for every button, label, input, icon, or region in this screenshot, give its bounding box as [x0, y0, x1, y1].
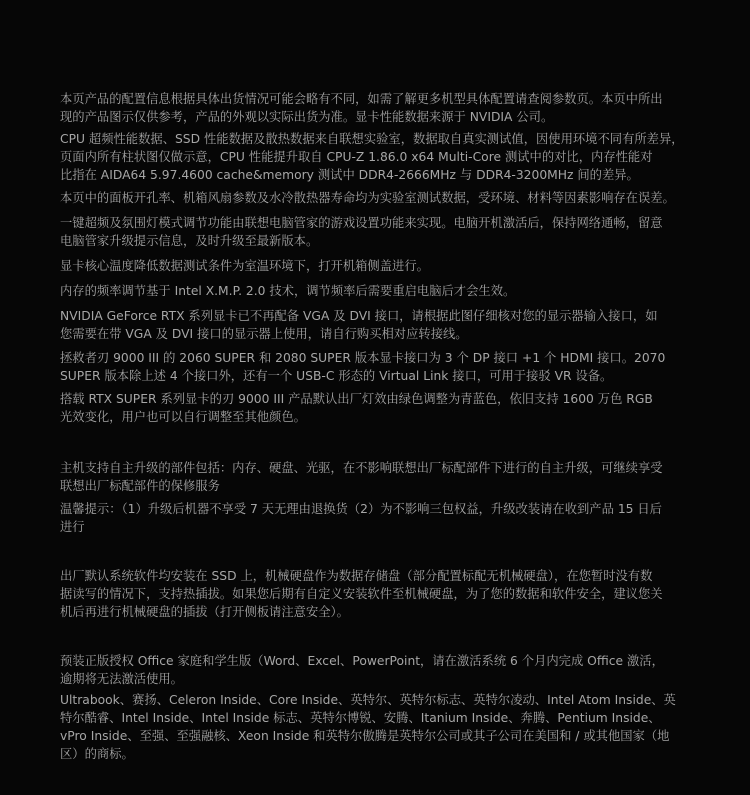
note-gpu-interfaces: 拯救者刃 9000 III 的 2060 SUPER 和 2080 SUPER 版本显卡接口为 3 个 DP 接口 +1 个 HDMI 接口。2070 SUPER 版本除上述 4 个接口外，还有一个 USB-C 形态的 Virtual Link 接口，可用于接驳 VR 设备。	[60, 351, 666, 383]
note-self-upgrade: 主机支持自主升级的部件包括：内存、硬盘、光驱，在不影响联想出厂标配部件下进行的自主升级，可继续享受 联想出厂标配部件的保修服务	[60, 461, 663, 493]
note-office: 预装正版授权 Office 家庭和学生版（Word、Excel、PowerPoint，请在激活系统 6 个月内完成 Office 激活， 逾期将无法激活使用。	[60, 654, 664, 686]
note-lab-test-data: 本页中的面板开孔率、机箱风扇参数及水冷散热器寿命均为实验室测试数据，受环境、材料等因素影响存在误差。	[60, 191, 675, 205]
note-gpu-ports: NVIDIA GeForce RTX 系列显卡已不再配备 VGA 及 DVI 接口，请根据此图仔细核对您的显示器输入接口，如 您需要在带 VGA 及 DVI 接口的显示器上使用，请自行购买相对应转接线。	[60, 309, 658, 341]
note-upgrade-warning: 温馨提示：（1）升级后机器不享受 7 天无理由退换货（2）为不影响三包权益，升级改装请在收到产品 15 日后 进行	[60, 502, 662, 534]
note-rgb-lighting: 搭载 RTX SUPER 系列显卡的刃 9000 III 产品默认出厂灯效由绿色调整为青蓝色，依旧支持 1600 万色 RGB 光效变化，用户也可以自行调整至其他颜色。	[60, 392, 653, 424]
note-overclock-lighting: 一键超频及氛围灯模式调节功能由联想电脑管家的游戏设置功能来实现。电脑开机激活后，保持网络通畅，留意 电脑管家升级提示信息，及时升级至最新版本。	[60, 216, 663, 248]
note-trademarks: Ultrabook、赛扬、Celeron Inside、Core Inside、英特尔、英特尔标志、英特尔凌动、Intel Atom Inside、英 特尔酷睿、Intel Inside、Intel Inside 标志、英特尔博锐、安腾、Itanium Inside、奔腾、Pentium Inside、 vPro Inside、至强、至强融核、Xeon Inside 和英特尔傲腾是英特尔公司或其子公司在美国和 / 或其他国家（地 区）的商标。	[60, 693, 676, 761]
note-memory-xmp: 内存的频率调节基于 Intel X.M.P. 2.0 技术，调节频率后需要重启电脑后才会生效。	[60, 284, 516, 298]
note-gpu-temp: 显卡核心温度降低数据测试条件为室温环境下，打开机箱侧盖进行。	[60, 259, 429, 273]
note-config-disclaimer: 本页产品的配置信息根据具体出货情况可能会略有不同，如需了解更多机型具体配置请查阅参数页。本页中所出 现的产品图示仅供参考，产品的外观以实际出货为准。显卡性能数据来源于 NVIDIA 公司。	[60, 92, 663, 124]
note-ssd-hdd: 出厂默认系统软件均安装在 SSD 上，机械硬盘作为数据存储盘（部分配置标配无机械硬盘），在您暂时没有数 据读写的情况下，支持热插拔。如果您后期有自定义安装软件至机械硬盘，为了您的数据和软件安全，建议您关 机后再进行机械硬盘的插拔（打开侧板请注意安全）。	[60, 569, 663, 619]
note-performance-data: CPU 超频性能数据、SSD 性能数据及散热数据来自联想实验室，数据取自真实测试值，因使用环境不同有所差异， 页面内所有柱状图仅做示意，CPU 性能提升取自 CPU-Z 1.86.0 x64 Multi-Core 测试中的对比，内存性能对 比指在 AIDA64 5.97.4600 cache&memory 测试中 DDR4-2666MHz 与 DDR4-3200MHz 间的差异。	[60, 132, 684, 182]
